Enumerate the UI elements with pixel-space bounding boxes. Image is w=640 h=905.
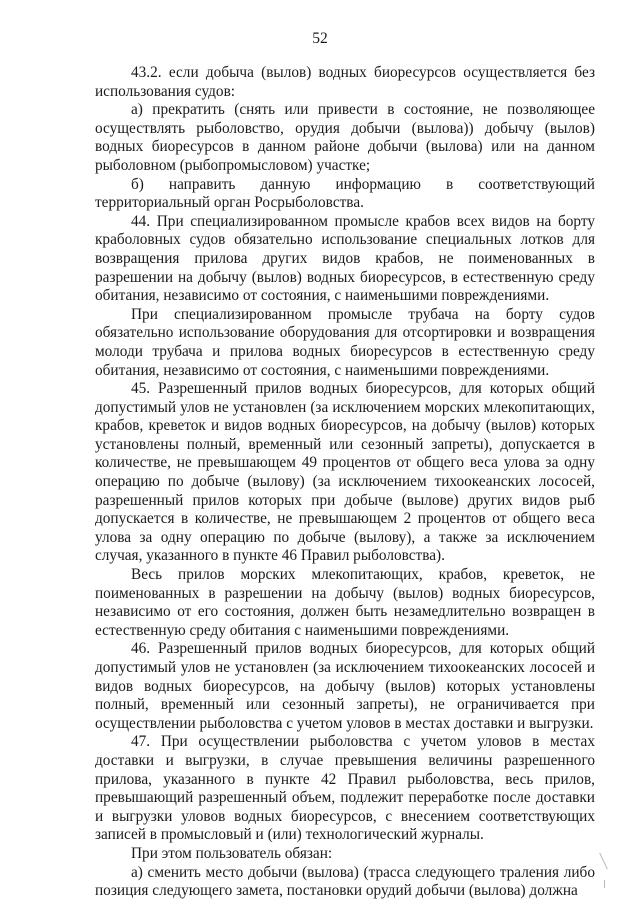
paragraph-47: 47. При осуществлении рыболовства с учетом уловов в местах доставки и выгрузки, в случае превышения величины разрешенного прилова, указанного в пункте 42 Правил рыболовства, весь прилов, превышающий разрешенный объем, подлежит переработке после доставки и выгрузки уловов водных биоресурсов, с внесением соответствующих записей в промысловый и (или) технологический журналы. bbox=[95, 733, 595, 844]
paragraph-46: 46. Разрешенный прилов водных биоресурсов, для которых общий допустимый улов не установлен (за исключением тихоокеанских лососей и видов водных биоресурсов, на добычу (вылов) которых установлены полный, временный или сезонный запреты), не ограничивается при осуществлении рыболовства с учетом уловов в местах доставки и выгрузки. bbox=[95, 640, 595, 732]
paragraph-47-a: а) сменить место добычи (вылова) (трасса следующего траления либо позиция следующего замета, постановки орудий добычи (вылова) должна bbox=[95, 863, 595, 900]
paragraph-45-bycatch: Весь прилов морских млекопитающих, крабов, креветок, не поименованных в разрешении на добычу (вылов) водных биоресурсов, независимо от его состояния, должен быть незамедлительно возвращен в естественную среду обитания с наименьшими повреждениями. bbox=[95, 566, 595, 639]
paragraph-44-trumpeter: При специализированном промысле трубача на борту судов обязательно использование оборудования для отсортировки и возвращения молоди трубача и прилова водных биоресурсов в естественную среду обитания, независимо от состояния, с наименьшими повреждениями. bbox=[95, 305, 595, 379]
scan-mark bbox=[599, 853, 608, 870]
document-body bbox=[95, 64, 595, 901]
paragraph-47-obligation: При этом пользователь обязан: bbox=[131, 844, 333, 862]
paragraph-43-2-b: б) направить данную информацию в соответствующий территориальный орган Росрыболовства. bbox=[95, 175, 595, 212]
page-number: 52 bbox=[312, 30, 328, 47]
paragraph-44: 44. При специализированном промысле крабов всех видов на борту краболовных судов обязательно использование специальных лотков для возвращения прилова других видов крабов, не поименованных в разрешении на добычу (вылов) водных биоресурсов, в естественную среду обитания, независимо от состояния, с наименьшими повреждениями. bbox=[95, 212, 595, 305]
scan-mark bbox=[604, 880, 605, 888]
paragraph-43-2-a: а) прекратить (снять или привести в состояние, не позволяющее осуществлять рыболовство, орудия добычи (вылова)) добычу (вылов) водных биоресурсов в данном районе добычи (вылова) или на данном рыболовном (рыбопромысловом) участке; bbox=[95, 101, 595, 174]
paragraph-45: 45. Разрешенный прилов водных биоресурсов, для которых общий допустимый улов не установлен (за исключением морских млекопитающих, крабов, креветок и видов водных биоресурсов, на добычу (вылов) которых установлены полный, временный или сезонный запреты), допускается в количестве, не превышающем 49 процентов от общего веса улова за одну операцию по добыче (вылову) (за исключением тихоокеанских лососей, разрешенный прилов которых при добыче (вылове) других видов рыб допускается в количестве, не превышающем 2 процентов от общего веса улова за одну операцию по добыче (вылову), а также за исключением случая, указанного в пункте 46 Правил рыболовства). bbox=[95, 380, 595, 565]
paragraph-43-2: 43.2. если добыча (вылов) водных биоресурсов осуществляется без использования судов: bbox=[95, 64, 595, 100]
